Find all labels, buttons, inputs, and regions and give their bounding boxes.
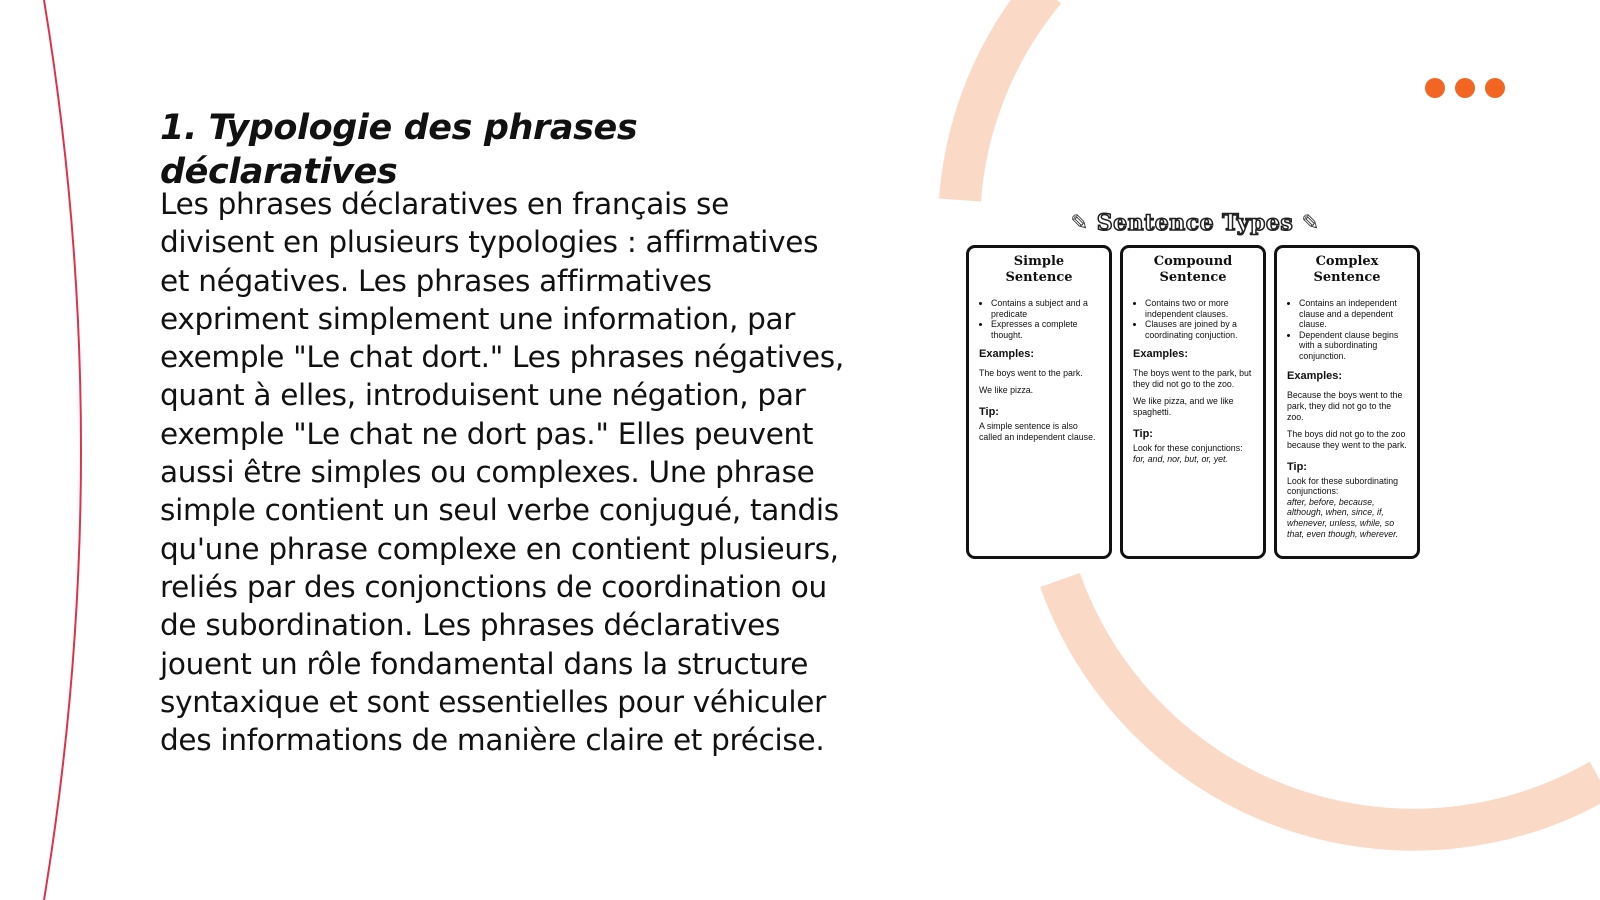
bullet-item: • Contains two or more independent clauses.	[1145, 298, 1253, 319]
panel-compound-sentence	[1120, 245, 1266, 559]
tip-conjunctions: after, before, because, although, when, since, if, whenever, unless, while, so that, even though, wherever.	[1287, 496, 1399, 539]
dot	[1485, 78, 1505, 98]
bullet-item: • Contains a subject and a predicate	[991, 298, 1099, 319]
bullet-item: • Clauses are joined by a coordinating conjuction.	[1145, 319, 1253, 340]
panel-simple-sentence	[966, 245, 1112, 559]
panel-heading: Simple Sentence	[1005, 254, 1073, 285]
examples-label: Examples:	[979, 348, 1035, 361]
slide-body: Les phrases déclaratives en français se divisent en plusieurs typologies : affirmatives et négatives. Les phrases affirmatives expriment simplement une information, par exemple "Le chat dort." Les phrases négatives, quant à elles, introduisent une négation, par exemple "Le chat ne dort pas." Elles peuvent aussi être simples ou complexes. Une phrase simple contient un seul verbe conjugué, tandis qu'une phrase complexe en contient plusieurs, reliés par des conjonctions de coordination ou de subordination. Les phrases déclaratives jouent un rôle fondamental dans la structure syntaxique et sont essentielles pour véhiculer des informations de manière claire et précise.	[160, 187, 844, 758]
tip-label: Tip:	[1287, 460, 1307, 473]
bullet-item: • Expresses a complete thought.	[991, 319, 1099, 340]
example-text: Because the boys went to the park, they did not go to the zoo.	[1287, 389, 1403, 422]
example-text: The boys went to the park, but they did not go to the zoo.	[1133, 368, 1252, 390]
example-text: We like pizza, and we like spaghetti.	[1133, 396, 1234, 418]
bullet-item: • Dependent clause begins with a subordinating conjunction.	[1299, 330, 1407, 362]
menu-dots-icon	[1425, 78, 1505, 98]
pencil-icon: ✎	[1070, 210, 1089, 236]
pencil-icon: ✎	[1301, 210, 1320, 236]
decorative-arc	[1060, 580, 1600, 830]
figure-title-bar	[962, 205, 1428, 241]
decorative-line	[44, 0, 81, 900]
bullet-item: • Contains an independent clause and a dependent clause.	[1299, 298, 1407, 330]
tip-text: Look for these subordinating conjunctions:	[1287, 475, 1399, 497]
panel-heading: Complex Sentence	[1313, 254, 1381, 285]
examples-label: Examples:	[1287, 369, 1343, 382]
figure-title: Sentence Types	[1096, 210, 1294, 236]
tip-text: A simple sentence is also called an independent clause.	[979, 421, 1096, 442]
dot	[1425, 78, 1445, 98]
decorative-arc	[960, 0, 1045, 200]
panel-bullets	[1287, 298, 1407, 362]
examples-label: Examples:	[1133, 348, 1189, 361]
tip-conjunctions: for, and, nor, but, or, yet.	[1133, 453, 1228, 464]
panel-heading: Compound Sentence	[1153, 254, 1233, 285]
sentence-types-figure	[962, 205, 1428, 572]
panel-complex-sentence	[1274, 245, 1420, 559]
tip-label: Tip:	[1133, 428, 1153, 441]
panel-bullets	[1133, 298, 1253, 340]
example-text: The boys went to the park.	[979, 368, 1083, 379]
tip-text: Look for these conjunctions:	[1133, 443, 1243, 454]
example-text: We like pizza.	[979, 385, 1034, 396]
dot	[1455, 78, 1475, 98]
slide-title: 1. Typologie des phrases déclaratives	[160, 108, 638, 192]
panel-bullets	[979, 298, 1099, 340]
example-text: The boys did not go to the zoo because they went to the park.	[1287, 428, 1407, 450]
tip-label: Tip:	[979, 406, 999, 419]
